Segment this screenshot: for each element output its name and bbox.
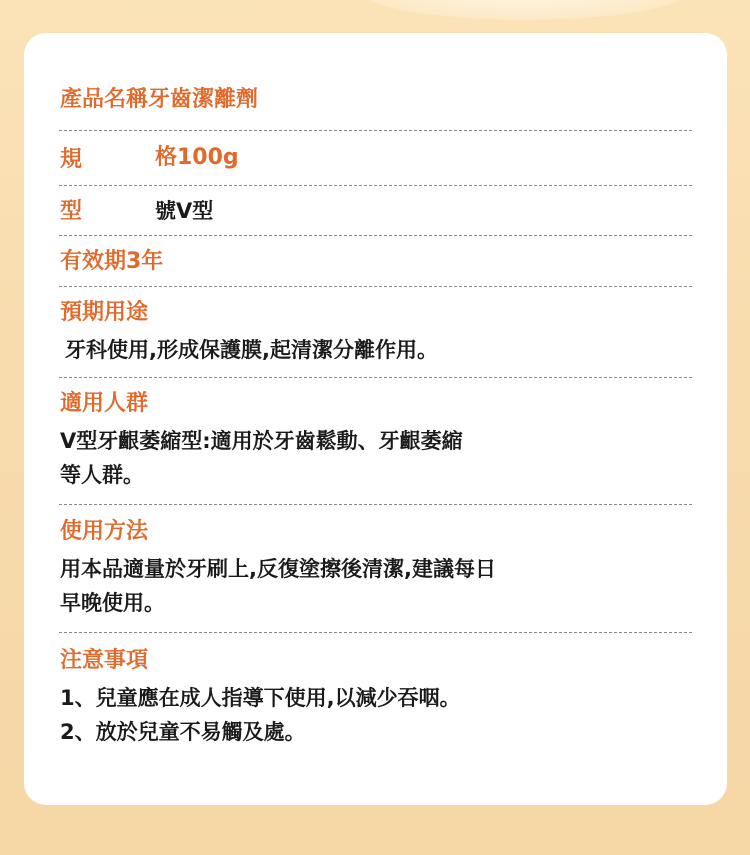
divider [59, 632, 692, 633]
divider [59, 504, 692, 505]
applicable-heading: 適用人群 [60, 391, 149, 416]
spec-label: 規 [60, 147, 83, 172]
spec-value: 格100g [155, 145, 239, 170]
usage-line-1: 用本品適量於牙刷上,反復塗擦後清潔,建議每日 [60, 557, 496, 581]
divider [59, 235, 692, 236]
divider [59, 377, 692, 378]
divider [59, 185, 692, 186]
product-name: 產品名稱牙齒潔離劑 [60, 87, 259, 112]
model-label: 型 [60, 199, 83, 224]
notes-heading: 注意事項 [60, 648, 149, 673]
intended-use-text: 牙科使用,形成保護膜,起清潔分離作用。 [65, 338, 438, 362]
decorative-glow [360, 0, 690, 20]
notes-line-2: 2、放於兒童不易觸及處。 [60, 720, 306, 744]
applicable-line-2: 等人群。 [60, 463, 144, 487]
usage-line-2: 早晚使用。 [60, 591, 165, 615]
usage-heading: 使用方法 [60, 519, 149, 544]
applicable-line-1: V型牙齦萎縮型:適用於牙齒鬆動、牙齦萎縮 [60, 429, 463, 453]
notes-line-1: 1、兒童應在成人指導下使用,以減少吞咽。 [60, 686, 461, 710]
divider [59, 286, 692, 287]
intended-use-heading: 預期用途 [60, 300, 149, 325]
product-info-card [24, 33, 727, 805]
model-value: 號V型 [155, 199, 214, 223]
validity: 有效期3年 [60, 249, 164, 274]
divider [59, 130, 692, 131]
